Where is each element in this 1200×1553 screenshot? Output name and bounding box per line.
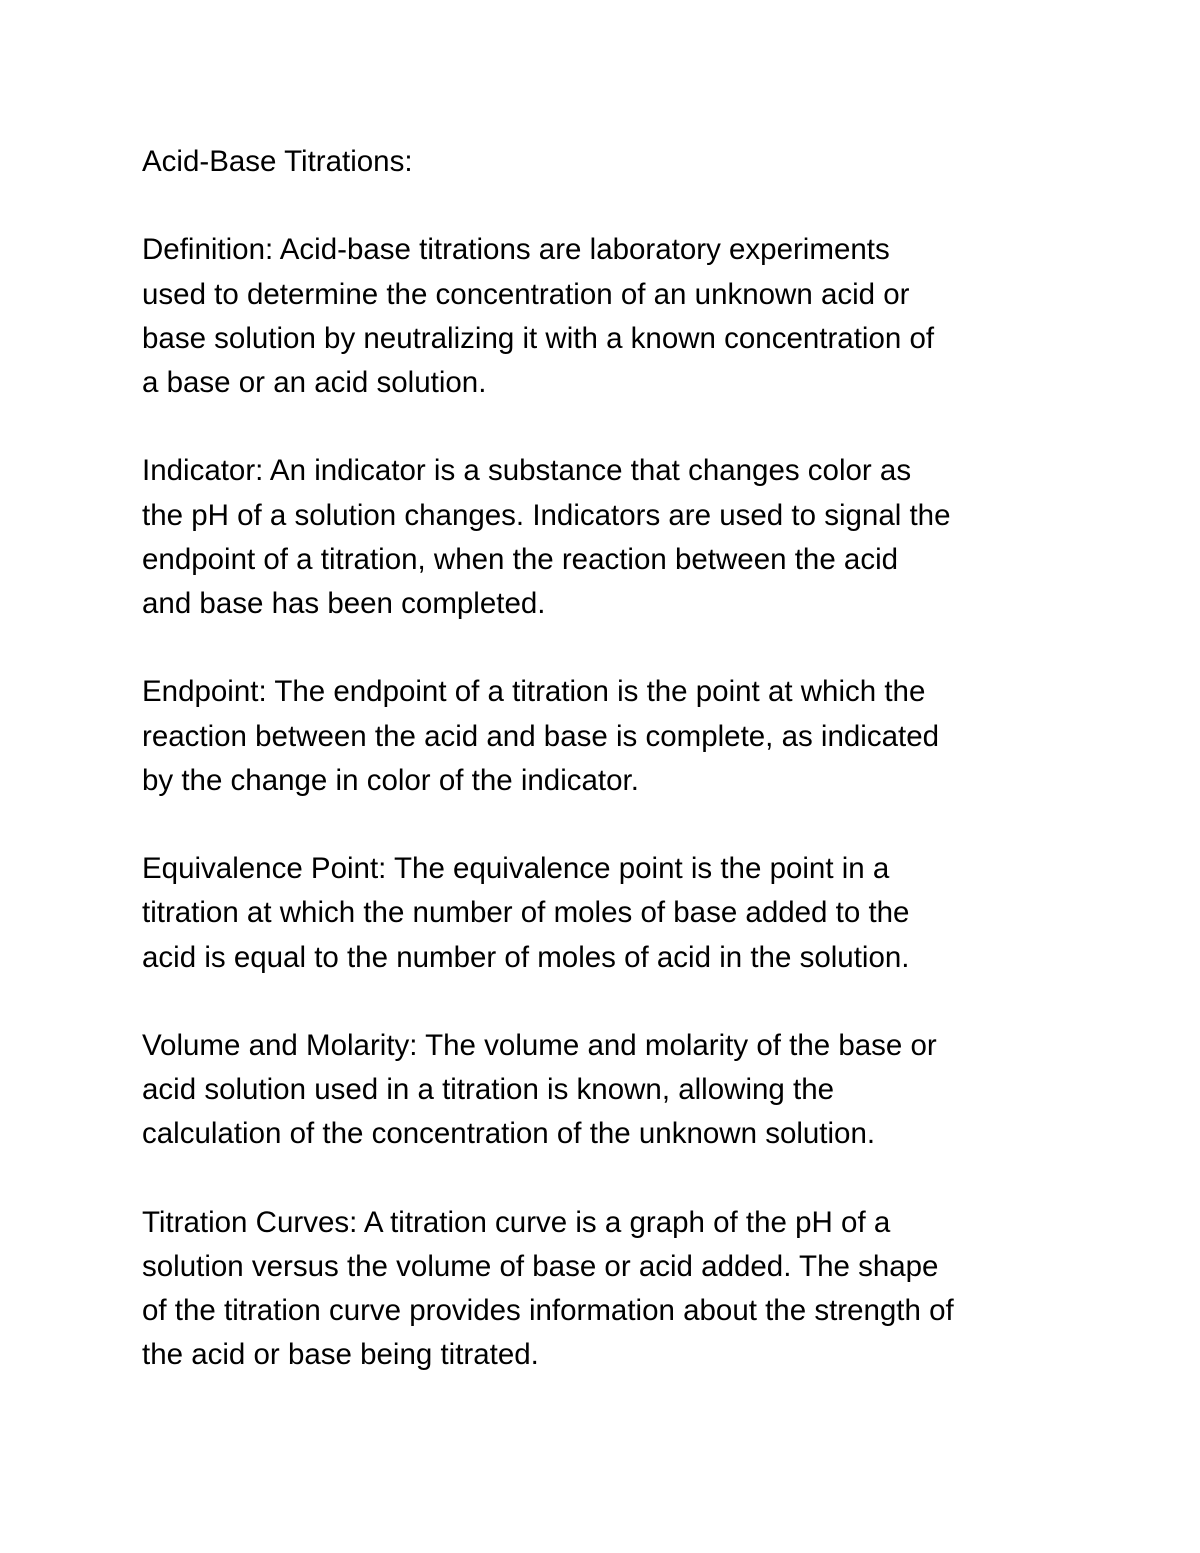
paragraph-volume-and-molarity: Volume and Molarity: The volume and molarity of the base or acid solution used in a titration is known, allowing the calculation of the concentration of the unknown solution. bbox=[142, 1028, 937, 1151]
paragraph-indicator: Indicator: An indicator is a substance that changes color as the pH of a solution changes. Indicators are used to signal the endpoint of a titration, when the reaction between the acid and base has been completed. bbox=[142, 454, 951, 620]
paragraph-endpoint: Endpoint: The endpoint of a titration is the point at which the reaction between the acid and base is complete, as indicated by the change in color of the indicator. bbox=[142, 675, 940, 797]
document-body bbox=[142, 140, 1082, 1422]
paragraph-titration-curves: Titration Curves: A titration curve is a graph of the pH of a solution versus the volume of base or acid added. The shape of the titration curve provides information about the strength of the acid or base being titrated. bbox=[142, 1205, 954, 1372]
paragraph-equivalence-point: Equivalence Point: The equivalence point is the point in a titration at which the number of moles of base added to the acid is equal to the number of moles of acid in the solution. bbox=[142, 852, 910, 974]
document-title: Acid-Base Titrations: bbox=[142, 145, 413, 178]
paragraph-definition: Definition: Acid-base titrations are laboratory experiments used to determine the concentration of an unknown acid or base solution by neutralizing it with a known concentration of a base or an acid solution. bbox=[142, 233, 935, 399]
